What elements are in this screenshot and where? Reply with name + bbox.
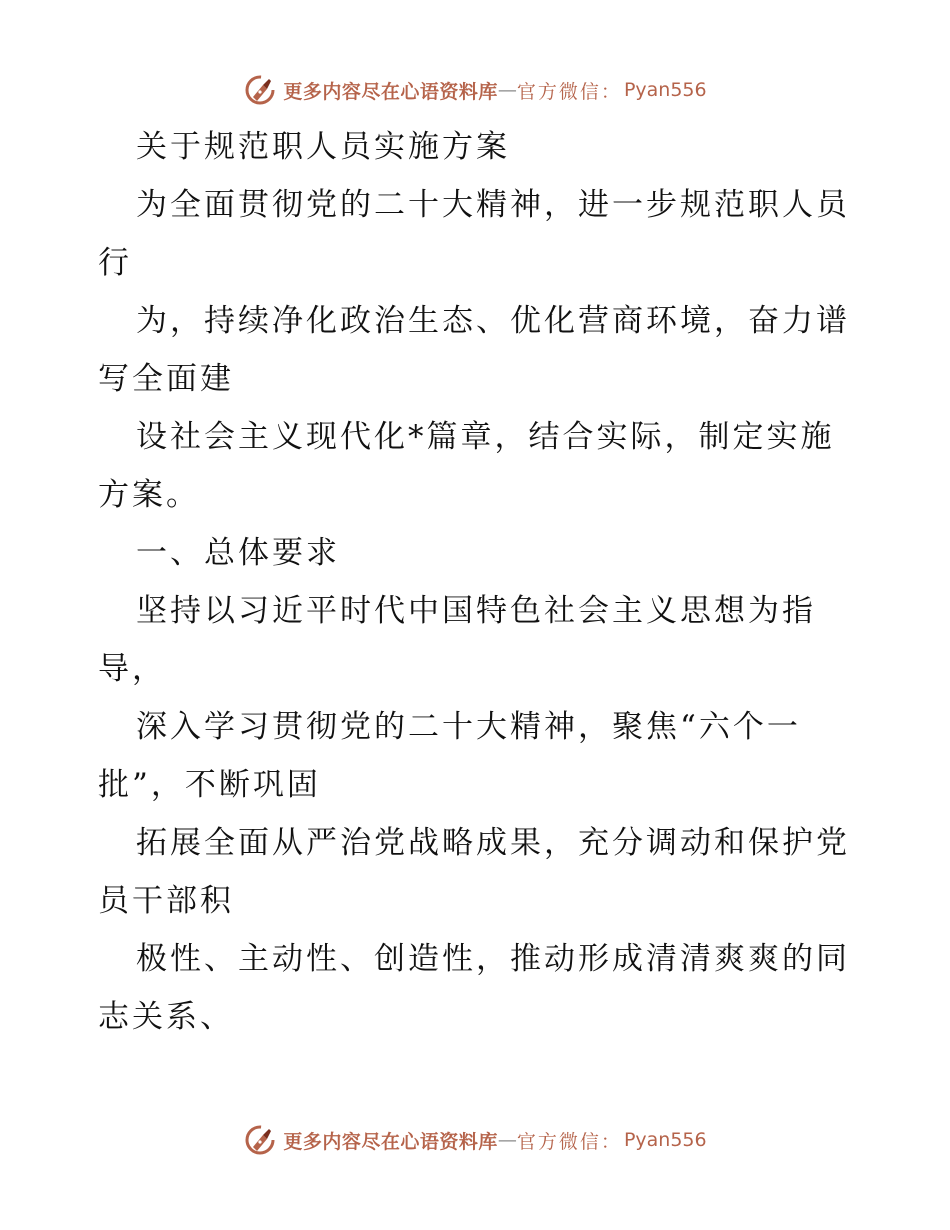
document-body (98, 118, 858, 1046)
pen-nib-icon (243, 73, 277, 107)
banner-wechat-handle: Pyan556 (623, 1129, 707, 1151)
paragraph-line: 为全面贯彻党的二十大精神，进一步规范职人员 (136, 187, 850, 223)
document-title: 关于规范职人员实施方案 (136, 129, 510, 165)
paragraph-line: 员干部积 (98, 883, 234, 919)
paragraph-line: 设社会主义现代化*篇章，结合实际，制定实施 (136, 419, 835, 455)
paragraph-line: 坚持以习近平时代中国特色社会主义思想为指 (136, 593, 816, 629)
paragraph-line: 写全面建 (98, 361, 234, 397)
paragraph-line: 拓展全面从严治党战略成果，充分调动和保护党 (136, 825, 850, 861)
banner-wechat-label: 官方微信： (516, 80, 622, 103)
banner-wechat-label: 官方微信： (516, 1130, 622, 1153)
header-banner (0, 70, 950, 110)
paragraph-line: 深入学习贯彻党的二十大精神，聚焦“六个一 (136, 709, 801, 745)
banner-wechat-handle: Pyan556 (623, 79, 707, 101)
banner-brand-text: 更多内容尽在心语资料库 (283, 80, 498, 103)
paragraph-line: 行 (98, 245, 132, 281)
paragraph-line: 批”，不断巩固 (98, 767, 321, 803)
banner-brand-text: 更多内容尽在心语资料库 (283, 1130, 498, 1153)
banner-dash: — (497, 1129, 517, 1151)
paragraph-line: 方案。 (98, 477, 200, 513)
paragraph-line: 为，持续净化政治生态、优化营商环境，奋力谱 (136, 303, 850, 339)
banner-dash: — (497, 79, 517, 101)
paragraph-line: 导， (98, 651, 166, 687)
section-heading: 一、总体要求 (136, 535, 340, 571)
paragraph-line: 极性、主动性、创造性，推动形成清清爽爽的同 (136, 941, 850, 977)
footer-banner (0, 1120, 950, 1160)
pen-nib-icon (243, 1123, 277, 1157)
paragraph-line: 志关系、 (98, 999, 234, 1035)
